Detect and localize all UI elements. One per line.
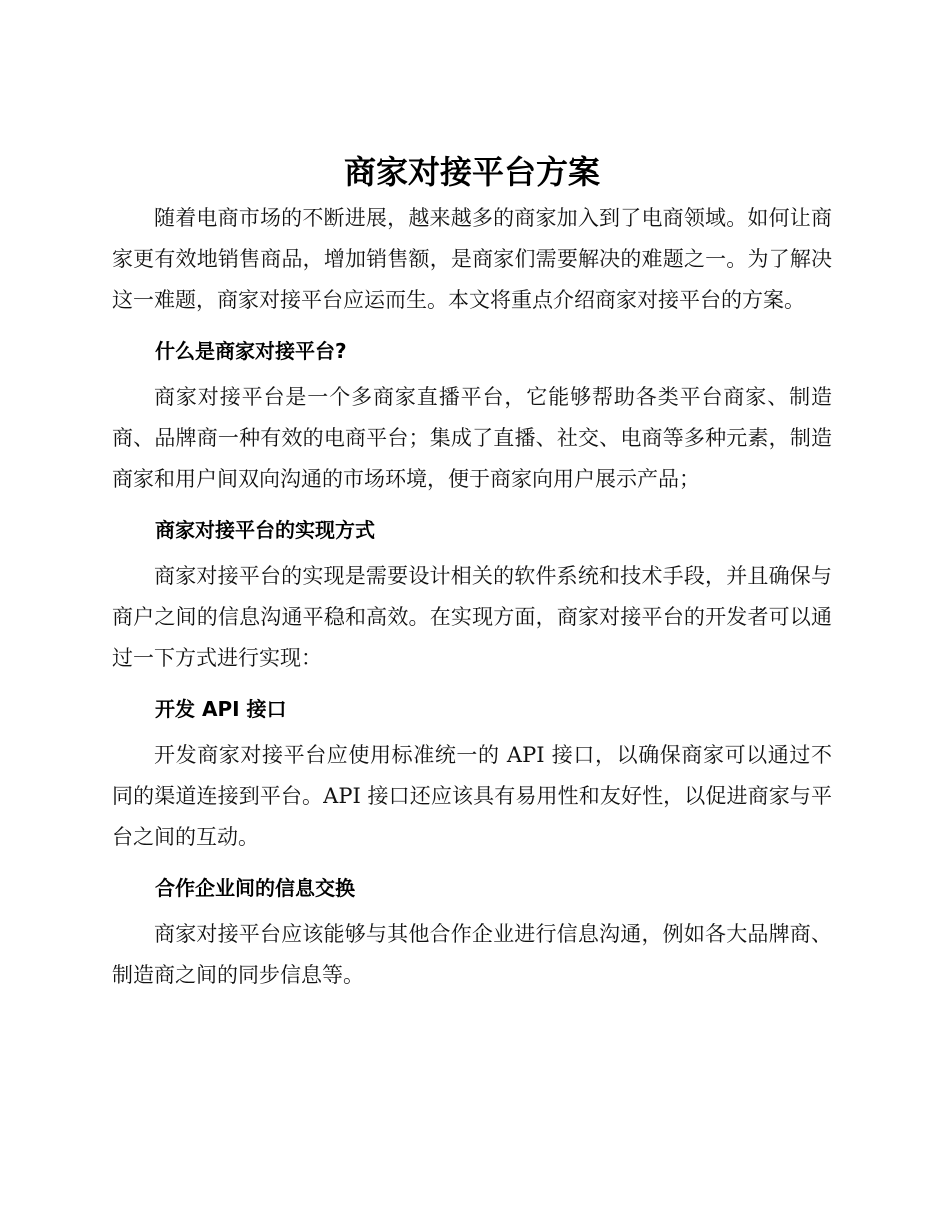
section-api: [112, 691, 832, 858]
section-heading: 商家对接平台的实现方式: [155, 518, 375, 542]
section-implementation: [112, 512, 832, 679]
document-content: [112, 150, 832, 996]
section-heading: 什么是商家对接平台?: [155, 339, 347, 363]
section-heading: 合作企业间的信息交换: [155, 876, 355, 900]
intro-paragraph: 随着电商市场的不断进展，越来越多的商家加入到了电商领域。如何让商家更有效地销售商品，增加销售额，是商家们需要解决的难题之一。为了解决这一难题，商家对接平台应运而生。本文将重点介绍商家对接平台的方案。: [112, 206, 832, 312]
section-info-exchange: [112, 870, 832, 996]
section-heading: 开发 API 接口: [155, 697, 287, 721]
section-paragraph: 商家对接平台的实现是需要设计相关的软件系统和技术手段，并且确保与商户之间的信息沟通平稳和高效。在实现方面，商家对接平台的开发者可以通过一下方式进行实现：: [112, 564, 832, 670]
section-paragraph: 开发商家对接平台应使用标准统一的 API 接口，以确保商家可以通过不同的渠道连接到平台。API 接口还应该具有易用性和友好性，以促进商家与平台之间的互动。: [112, 743, 832, 849]
section-what-is-platform: [112, 333, 832, 500]
section-paragraph: 商家对接平台应该能够与其他合作企业进行信息沟通，例如各大品牌商、制造商之间的同步信息等。: [112, 922, 832, 987]
document-title: 商家对接平台方案: [343, 153, 600, 191]
section-paragraph: 商家对接平台是一个多商家直播平台，它能够帮助各类平台商家、制造商、品牌商一种有效的电商平台；集成了直播、社交、电商等多种元素，制造商家和用户间双向沟通的市场环境，便于商家向用户展示产品；: [112, 385, 832, 491]
